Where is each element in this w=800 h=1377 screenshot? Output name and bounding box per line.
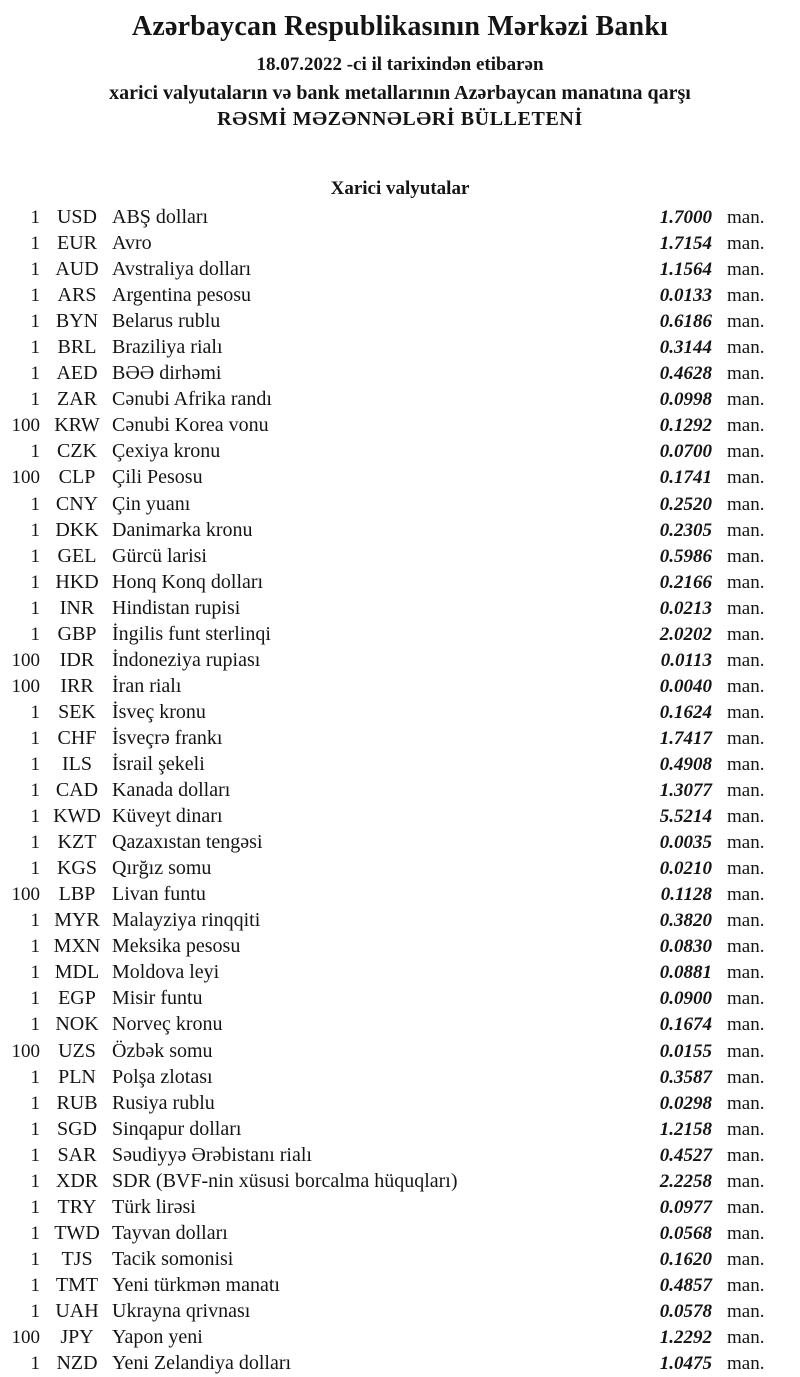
- row-quantity: 1: [30, 727, 40, 749]
- currency-name: İsrail şekeli: [112, 752, 205, 775]
- currency-name: Ukrayna qrivnası: [112, 1299, 251, 1322]
- currency-name: İndoneziya rupiası: [112, 648, 261, 671]
- currency-code: UZS: [58, 1039, 96, 1062]
- rate-unit: man.: [727, 233, 765, 255]
- rate-value: 0.2166: [659, 571, 712, 593]
- rate-value: 0.0113: [660, 649, 712, 671]
- rate-unit: man.: [727, 259, 765, 281]
- rate-unit: man.: [727, 936, 765, 958]
- currency-name: Braziliya rialı: [112, 336, 223, 359]
- row-quantity: 1: [30, 545, 40, 567]
- currency-name: Küveyt dinarı: [112, 805, 223, 828]
- currency-name: Livan funtu: [112, 883, 206, 906]
- rate-value: 0.0998: [659, 389, 712, 411]
- table-row: [0, 230, 800, 256]
- currency-code: DKK: [55, 518, 99, 541]
- rate-unit: man.: [727, 1144, 765, 1166]
- table-row: [0, 1142, 800, 1168]
- table-row: [0, 673, 800, 699]
- rate-value: 1.7000: [659, 207, 712, 228]
- row-quantity: 100: [11, 1327, 40, 1349]
- rates-table: [0, 204, 800, 1376]
- rate-value: 0.1620: [659, 1248, 712, 1270]
- rate-value: 0.0900: [659, 988, 712, 1010]
- table-row: [0, 777, 800, 803]
- rate-unit: man.: [727, 597, 765, 619]
- currency-name: Cənubi Afrika randı: [112, 388, 272, 411]
- row-quantity: 1: [30, 571, 40, 593]
- currency-code: NOK: [55, 1013, 99, 1036]
- rate-value: 0.0568: [659, 1222, 712, 1244]
- row-quantity: 1: [30, 780, 40, 802]
- currency-name: Yeni Zelandiya dolları: [112, 1352, 292, 1375]
- row-quantity: 1: [30, 753, 40, 775]
- rate-value: 1.2158: [659, 1118, 712, 1140]
- rate-value: 0.2305: [659, 519, 712, 541]
- rate-unit: man.: [727, 311, 765, 333]
- row-quantity: 1: [30, 858, 40, 880]
- rate-unit: man.: [727, 962, 765, 984]
- table-row: [0, 282, 800, 308]
- table-row: [0, 1220, 800, 1246]
- currency-code: AUD: [55, 258, 99, 281]
- table-row: [0, 985, 800, 1011]
- rate-value: 0.1128: [660, 884, 712, 906]
- rate-value: 5.5214: [659, 806, 712, 828]
- currency-name: Yeni türkmən manatı: [112, 1273, 280, 1296]
- row-quantity: 1: [30, 910, 40, 932]
- rate-unit: man.: [727, 675, 765, 697]
- currency-name: Danimarka kronu: [112, 518, 253, 541]
- currency-code: RUB: [56, 1091, 98, 1114]
- table-row: [0, 491, 800, 517]
- row-quantity: 1: [30, 233, 40, 255]
- row-quantity: 1: [30, 493, 40, 515]
- rate-value: 0.0040: [659, 675, 712, 697]
- rate-value: 1.1564: [659, 259, 712, 281]
- row-quantity: 1: [30, 962, 40, 984]
- table-row: [0, 881, 800, 907]
- rate-value: 0.3144: [659, 337, 712, 359]
- rate-value: 0.0830: [659, 936, 712, 958]
- rate-value: 1.0475: [659, 1353, 712, 1375]
- currency-code: SGD: [56, 1117, 97, 1140]
- row-quantity: 1: [30, 389, 40, 411]
- row-quantity: 1: [30, 1066, 40, 1088]
- rate-unit: man.: [727, 1066, 765, 1088]
- rate-value: 0.5986: [659, 545, 712, 567]
- currency-name: İran rialı: [112, 674, 182, 697]
- row-quantity: 1: [30, 701, 40, 723]
- currency-code: MDL: [54, 961, 100, 984]
- currency-name: İngilis funt sterlinqi: [112, 622, 271, 645]
- table-row: [0, 569, 800, 595]
- table-row: [0, 1011, 800, 1037]
- rate-value: 0.0210: [659, 858, 712, 880]
- row-quantity: 1: [30, 988, 40, 1010]
- rate-value: 0.0578: [659, 1300, 712, 1322]
- currency-code: SEK: [58, 700, 96, 723]
- currency-code: CHF: [57, 726, 97, 749]
- currency-code: CZK: [57, 440, 97, 463]
- currency-name: Çin yuanı: [112, 492, 191, 515]
- rate-value: 1.2292: [659, 1327, 712, 1349]
- bulletin-title: RƏSMİ MƏZƏNNƏLƏRİ BÜLLETENİ: [217, 108, 583, 130]
- table-row: [0, 360, 800, 386]
- row-quantity: 1: [30, 1118, 40, 1140]
- currency-code: SAR: [57, 1143, 97, 1166]
- table-row: [0, 829, 800, 855]
- rate-unit: man.: [727, 1040, 765, 1062]
- rate-unit: man.: [727, 806, 765, 828]
- currency-name: Misir funtu: [112, 987, 203, 1010]
- rate-value: 0.0977: [659, 1196, 712, 1218]
- table-row: [0, 1168, 800, 1194]
- rate-unit: man.: [727, 1274, 765, 1296]
- currency-code: BYN: [55, 310, 99, 333]
- table-row: [0, 907, 800, 933]
- rate-unit: man.: [727, 545, 765, 567]
- rate-value: 0.0133: [659, 285, 712, 307]
- currency-code: TRY: [57, 1195, 97, 1218]
- table-row: [0, 751, 800, 777]
- row-quantity: 1: [30, 597, 40, 619]
- currency-name: Norveç kronu: [112, 1013, 223, 1036]
- currency-code: TMT: [55, 1273, 99, 1296]
- rate-unit: man.: [727, 832, 765, 854]
- currency-code: GBP: [57, 622, 97, 645]
- rate-value: 0.2520: [659, 493, 712, 515]
- rate-unit: man.: [727, 1118, 765, 1140]
- rate-unit: man.: [727, 1327, 765, 1349]
- currency-name: BƏƏ dirhəmi: [112, 362, 222, 385]
- rate-unit: man.: [727, 415, 765, 437]
- table-row: [0, 803, 800, 829]
- row-quantity: 1: [30, 1144, 40, 1166]
- subject-line: xarici valyutaların və bank metallarının Azərbaycan manatına qarşı: [109, 82, 691, 104]
- rate-value: 0.0213: [659, 597, 712, 619]
- rate-value: 0.1741: [659, 467, 712, 489]
- rate-value: 0.0035: [659, 832, 712, 854]
- currency-name: Sinqapur dolları: [112, 1117, 242, 1140]
- table-row: [0, 1298, 800, 1324]
- rate-unit: man.: [727, 467, 765, 489]
- currency-name: Polşa zlotası: [112, 1065, 213, 1088]
- rate-unit: man.: [727, 1222, 765, 1244]
- row-quantity: 1: [30, 1248, 40, 1270]
- currency-name: Türk lirəsi: [112, 1195, 196, 1218]
- row-quantity: 100: [11, 415, 40, 437]
- rate-unit: man.: [727, 1014, 765, 1036]
- rate-unit: man.: [727, 1092, 765, 1114]
- currency-name: Qırğız somu: [112, 857, 212, 880]
- currency-code: KRW: [54, 414, 100, 437]
- table-row: [0, 933, 800, 959]
- table-row: [0, 699, 800, 725]
- currency-name: Çexiya kronu: [112, 440, 221, 463]
- row-quantity: 1: [30, 1170, 40, 1192]
- rate-unit: man.: [727, 337, 765, 359]
- currency-code: TWD: [54, 1221, 100, 1244]
- row-quantity: 1: [30, 441, 40, 463]
- table-row: [0, 464, 800, 490]
- rate-value: 0.6186: [659, 311, 712, 333]
- currency-name: Moldova leyi: [112, 961, 220, 984]
- rate-unit: man.: [727, 1196, 765, 1218]
- rate-value: 1.7154: [659, 233, 712, 255]
- row-quantity: 100: [11, 467, 40, 489]
- currency-name: İsveçrə frankı: [112, 726, 223, 749]
- row-quantity: 1: [30, 259, 40, 281]
- currency-code: KGS: [56, 857, 97, 880]
- table-row: [0, 334, 800, 360]
- rate-unit: man.: [727, 493, 765, 515]
- currency-code: HKD: [55, 570, 99, 593]
- rate-unit: man.: [727, 1248, 765, 1270]
- currency-code: ARS: [57, 284, 97, 307]
- currency-name: Avstraliya dolları: [112, 258, 252, 281]
- rate-unit: man.: [727, 285, 765, 307]
- currency-name: Qazaxıstan tengəsi: [112, 831, 263, 854]
- rate-value: 0.4857: [659, 1274, 712, 1296]
- row-quantity: 100: [11, 649, 40, 671]
- currency-name: Özbək somu: [112, 1039, 213, 1062]
- table-row: [0, 308, 800, 334]
- table-row: [0, 1350, 800, 1376]
- currency-code: IRR: [60, 674, 94, 697]
- rate-unit: man.: [727, 363, 765, 385]
- row-quantity: 1: [30, 519, 40, 541]
- rate-unit: man.: [727, 441, 765, 463]
- currency-name: Cənubi Korea vonu: [112, 414, 269, 437]
- table-row: [0, 1272, 800, 1298]
- table-row: [0, 517, 800, 543]
- table-row: [0, 1038, 800, 1064]
- row-quantity: 1: [30, 285, 40, 307]
- currency-name: Belarus rublu: [112, 310, 221, 333]
- row-quantity: 1: [30, 1353, 40, 1375]
- currency-code: CLP: [58, 466, 96, 489]
- currency-name: Rusiya rublu: [112, 1091, 215, 1114]
- rate-unit: man.: [727, 701, 765, 723]
- rate-value: 0.4908: [659, 753, 712, 775]
- rate-unit: man.: [727, 571, 765, 593]
- rate-unit: man.: [727, 207, 765, 228]
- rate-unit: man.: [727, 988, 765, 1010]
- currency-code: GEL: [57, 544, 97, 567]
- table-row: [0, 647, 800, 673]
- rate-unit: man.: [727, 623, 765, 645]
- section-title-foreign-currencies: Xarici valyutalar: [330, 178, 470, 199]
- currency-code: BRL: [57, 336, 97, 359]
- currency-name: İsveç kronu: [112, 700, 206, 723]
- rate-value: 0.0881: [659, 962, 712, 984]
- table-row: [0, 204, 800, 230]
- currency-name: Səudiyyə Ərəbistanı rialı: [112, 1143, 312, 1166]
- currency-name: Meksika pesosu: [112, 935, 241, 958]
- table-row: [0, 621, 800, 647]
- row-quantity: 1: [30, 806, 40, 828]
- rate-unit: man.: [727, 753, 765, 775]
- currency-code: MYR: [54, 909, 100, 932]
- currency-code: EUR: [57, 232, 97, 255]
- currency-code: USD: [56, 206, 97, 228]
- row-quantity: 100: [11, 675, 40, 697]
- rate-value: 2.2258: [659, 1170, 712, 1192]
- currency-name: Tacik somonisi: [112, 1247, 234, 1270]
- row-quantity: 1: [30, 207, 40, 228]
- currency-name: Yapon yeni: [112, 1326, 203, 1349]
- currency-name: SDR (BVF-nin xüsusi borcalma hüquqları): [112, 1169, 458, 1192]
- rate-unit: man.: [727, 389, 765, 411]
- rate-unit: man.: [727, 727, 765, 749]
- rate-value: 1.3077: [659, 780, 712, 802]
- currency-name: Argentina pesosu: [112, 284, 252, 307]
- row-quantity: 1: [30, 1014, 40, 1036]
- currency-name: Hindistan rupisi: [112, 596, 241, 619]
- rate-value: 1.7417: [659, 727, 712, 749]
- rate-unit: man.: [727, 1170, 765, 1192]
- row-quantity: 1: [30, 1274, 40, 1296]
- table-row: [0, 959, 800, 985]
- currency-name: Avro: [112, 232, 152, 255]
- row-quantity: 1: [30, 363, 40, 385]
- currency-name: Malayziya rinqqiti: [112, 909, 261, 932]
- currency-name: Tayvan dolları: [112, 1221, 228, 1244]
- currency-code: AED: [56, 362, 98, 385]
- rate-unit: man.: [727, 1353, 765, 1375]
- currency-code: KWD: [53, 805, 101, 828]
- table-row: [0, 1064, 800, 1090]
- row-quantity: 1: [30, 1196, 40, 1218]
- rate-value: 0.1624: [659, 701, 712, 723]
- table-row: [0, 1246, 800, 1272]
- currency-code: ILS: [62, 752, 92, 775]
- rate-unit: man.: [727, 858, 765, 880]
- currency-code: TJS: [61, 1247, 93, 1270]
- table-row: [0, 412, 800, 438]
- rate-unit: man.: [727, 884, 765, 906]
- rate-unit: man.: [727, 910, 765, 932]
- rate-value: 0.0155: [659, 1040, 712, 1062]
- currency-code: EGP: [58, 987, 96, 1010]
- rate-unit: man.: [727, 1300, 765, 1322]
- rate-unit: man.: [727, 780, 765, 802]
- currency-code: INR: [59, 596, 95, 619]
- rate-value: 0.1292: [659, 415, 712, 437]
- currency-code: ZAR: [57, 388, 97, 411]
- rate-value: 0.4628: [659, 363, 712, 385]
- currency-code: PLN: [58, 1065, 96, 1088]
- rate-value: 0.3587: [659, 1066, 712, 1088]
- row-quantity: 1: [30, 936, 40, 958]
- row-quantity: 1: [30, 311, 40, 333]
- row-quantity: 1: [30, 832, 40, 854]
- effective-date-line: 18.07.2022 -ci il tarixindən etibarən: [256, 54, 544, 75]
- row-quantity: 100: [11, 884, 40, 906]
- bank-title: Azərbaycan Respublikasının Mərkəzi Bankı: [131, 11, 669, 42]
- currency-name: Gürcü larisi: [112, 544, 207, 567]
- currency-name: Kanada dolları: [112, 779, 231, 802]
- table-row: [0, 725, 800, 751]
- rate-value: 2.0202: [659, 623, 712, 645]
- row-quantity: 1: [30, 623, 40, 645]
- table-row: [0, 1116, 800, 1142]
- currency-code: JPY: [60, 1326, 94, 1349]
- currency-code: MXN: [53, 935, 101, 958]
- table-row: [0, 595, 800, 621]
- currency-code: CAD: [55, 779, 99, 802]
- row-quantity: 100: [11, 1040, 40, 1062]
- row-quantity: 1: [30, 1300, 40, 1322]
- table-row: [0, 855, 800, 881]
- currency-code: NZD: [56, 1352, 98, 1375]
- rate-value: 0.1674: [659, 1014, 712, 1036]
- bulletin-header: [0, 0, 800, 132]
- table-row: [0, 543, 800, 569]
- table-row: [0, 1090, 800, 1116]
- row-quantity: 1: [30, 337, 40, 359]
- rate-value: 0.0298: [659, 1092, 712, 1114]
- rate-value: 0.0700: [659, 441, 712, 463]
- rate-unit: man.: [727, 649, 765, 671]
- currency-name: Honq Konq dolları: [112, 570, 264, 593]
- rate-value: 0.3820: [659, 910, 712, 932]
- row-quantity: 1: [30, 1222, 40, 1244]
- currency-code: KZT: [57, 831, 97, 854]
- table-row: [0, 256, 800, 282]
- table-row: [0, 1324, 800, 1350]
- row-quantity: 1: [30, 1092, 40, 1114]
- currency-name: Çili Pesosu: [112, 466, 203, 489]
- currency-code: IDR: [59, 648, 95, 671]
- currency-code: CNY: [55, 492, 99, 515]
- currency-code: UAH: [55, 1299, 99, 1322]
- table-row: [0, 438, 800, 464]
- rate-unit: man.: [727, 519, 765, 541]
- currency-name: ABŞ dolları: [112, 206, 209, 228]
- currency-code: LBP: [58, 883, 96, 906]
- table-row: [0, 386, 800, 412]
- currency-code: XDR: [55, 1169, 99, 1192]
- rate-value: 0.4527: [659, 1144, 712, 1166]
- table-row: [0, 1194, 800, 1220]
